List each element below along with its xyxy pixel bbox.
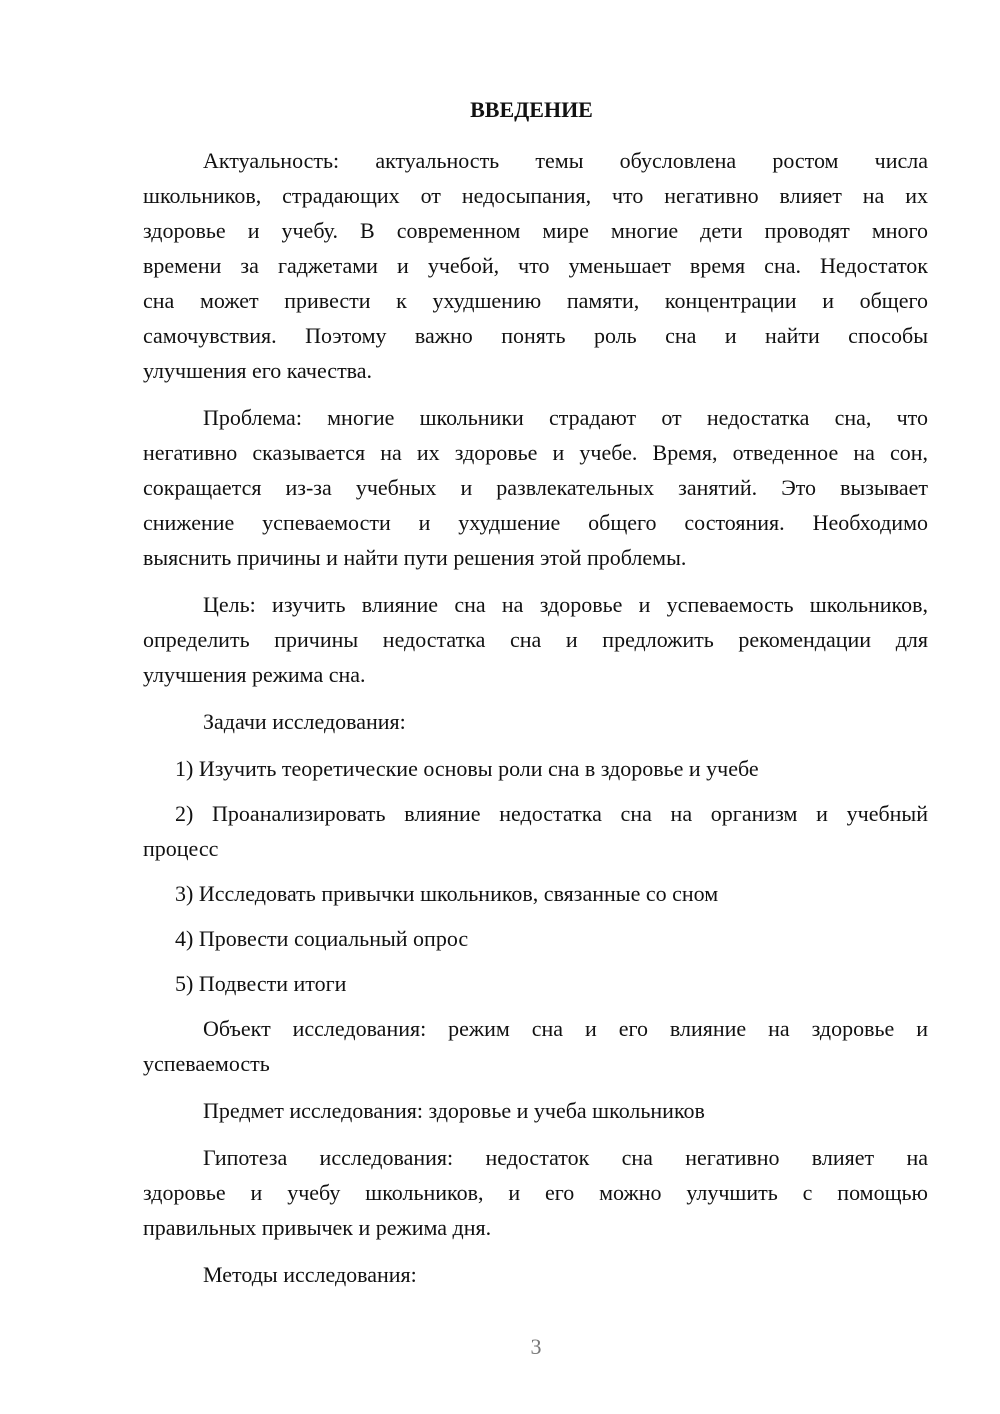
list-item — [143, 876, 928, 911]
list-item — [143, 751, 928, 786]
text-line: здоровье и учебу школьников, и его можно улучшить с помощью — [143, 1180, 928, 1205]
text-line: негативно сказывается на их здоровье и учебе. Время, отведенное на сон, — [143, 440, 928, 465]
text-line: улучшения режима сна. — [143, 662, 366, 687]
paragraph — [143, 1257, 928, 1292]
text-line: 4) Провести социальный опрос — [175, 926, 469, 951]
page-number: 3 — [530, 1334, 542, 1359]
text-line: сокращается из-за учебных и развлекательных занятий. Это вызывает — [143, 475, 928, 500]
text-line: выяснить причины и найти пути решения этой проблемы. — [143, 545, 687, 570]
list-item — [143, 796, 928, 866]
text-line: правильных привычек и режима дня. — [143, 1215, 492, 1240]
list-item — [143, 966, 928, 1001]
text-line: 5) Подвести итоги — [175, 971, 347, 996]
text-line: времени за гаджетами и учебой, что уменьшает время сна. Недостаток — [143, 253, 928, 278]
paragraph — [143, 587, 928, 692]
text-line: здоровье и учебу. В современном мире многие дети проводят много — [143, 218, 928, 243]
paragraph — [143, 1093, 928, 1128]
text-line: успеваемость — [143, 1051, 270, 1076]
text-line: улучшения его качества. — [143, 358, 373, 383]
text-line: Актуальность: актуальность темы обусловлена ростом числа — [203, 148, 928, 173]
text-line: снижение успеваемости и ухудшение общего состояния. Необходимо — [143, 510, 928, 535]
text-line: Гипотеза исследования: недостаток сна негативно влияет на — [203, 1145, 928, 1170]
text-line: Цель: изучить влияние сна на здоровье и успеваемость школьников, — [203, 592, 928, 617]
paragraph — [143, 400, 928, 575]
text-line: Методы исследования: — [203, 1262, 417, 1287]
paragraph — [143, 1140, 928, 1245]
paragraph — [143, 143, 928, 388]
text-line: самочувствия. Поэтому важно понять роль сна и найти способы — [143, 323, 928, 348]
text-line: Проблема: многие школьники страдают от недостатка сна, что — [203, 405, 928, 430]
paragraph — [143, 704, 928, 739]
text-line: 2) Проанализировать влияние недостатка сна на организм и учебный — [175, 801, 928, 826]
text-line: определить причины недостатка сна и предложить рекомендации для — [143, 627, 928, 652]
text-line: школьников, страдающих от недосыпания, что негативно влияет на их — [143, 183, 928, 208]
text-line: 1) Изучить теоретические основы роли сна в здоровье и учебе — [175, 756, 759, 781]
text-line: Предмет исследования: здоровье и учеба школьников — [203, 1098, 705, 1123]
text-line: Объект исследования: режим сна и его влияние на здоровье и — [203, 1016, 928, 1041]
list-item — [143, 921, 928, 956]
text-line: процесс — [143, 836, 219, 861]
text-line: Задачи исследования: — [203, 709, 406, 734]
text-line: сна может привести к ухудшению памяти, концентрации и общего — [143, 288, 928, 313]
section-title: ВВЕДЕНИЕ — [470, 97, 593, 122]
document-page — [143, 94, 928, 1304]
paragraph — [143, 1011, 928, 1081]
document-body — [143, 143, 928, 1292]
text-line: 3) Исследовать привычки школьников, связанные со сном — [175, 881, 719, 906]
